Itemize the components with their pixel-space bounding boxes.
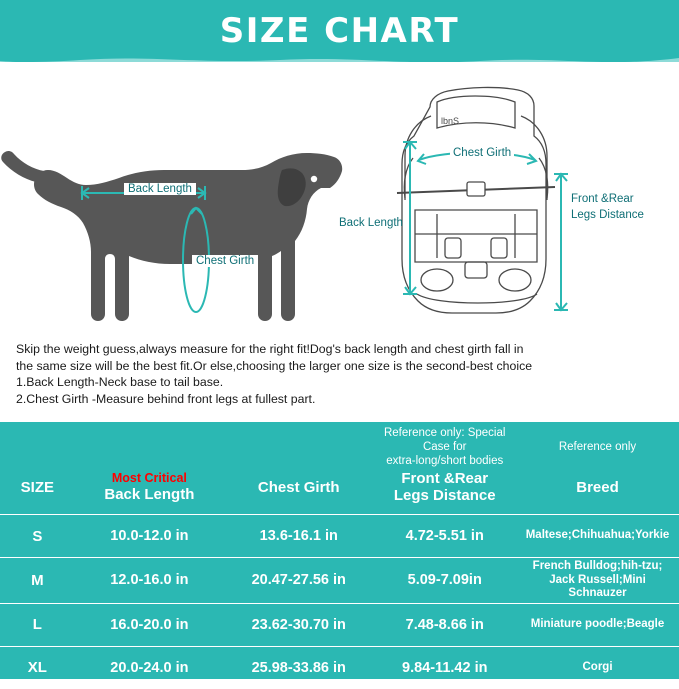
subheader-blank-3 (224, 422, 373, 468)
header-legs-line1: Front &Rear (401, 470, 489, 487)
cell-breed: Miniature poodle;Beagle (516, 603, 679, 646)
cell-size: M (0, 558, 75, 604)
cell-back-length: 10.0-12.0 in (75, 515, 224, 558)
header-banner (0, 0, 679, 62)
cell-chest-girth: 25.98-33.86 in (251, 659, 346, 676)
cell-chest-girth: 13.6-16.1 in (224, 515, 373, 558)
cell-breed: Corgi (582, 661, 613, 673)
header-back-length-text: Back Length (104, 486, 195, 503)
subheader-blank-2 (75, 422, 224, 468)
header-chest-girth: Chest Girth (224, 468, 373, 515)
dog-illustration (0, 62, 375, 337)
measurement-notes (0, 337, 679, 407)
cell-back-length: 20.0-24.0 in (110, 659, 189, 676)
table-row (0, 603, 679, 646)
header-legs-line2: Legs Distance (393, 487, 496, 504)
dog-back-length-label: Back Length (124, 183, 196, 195)
header-most-critical: Most Critical (111, 471, 187, 485)
subheader-breed-note: Reference only (558, 441, 637, 453)
dog-chest-girth-label: Chest Girth (192, 255, 258, 267)
subheader-blank-1 (0, 422, 75, 468)
cell-legs-distance: 7.48-8.66 in (373, 603, 516, 646)
table-subheader-row (0, 422, 679, 468)
carrier-illustration (339, 62, 679, 337)
carrier-back-length-label: Back Length (339, 217, 403, 229)
legs-note-line1: Reference only: Special Case for (383, 427, 506, 453)
dog-silhouette-icon (0, 62, 375, 337)
cell-size: L (0, 603, 75, 646)
table-row (0, 515, 679, 558)
legs-note-line2: extra-long/short bodies (386, 455, 504, 467)
note-line-4: 2.Chest Girth -Measure behind front legs at fullest part. (16, 391, 316, 406)
header-legs-distance (373, 468, 516, 515)
subheader-legs-note (373, 422, 516, 468)
carrier-legs-distance-label-line1: Front &Rear (571, 193, 634, 205)
carrier-legs-distance-label-line2: Legs Distance (571, 209, 644, 221)
size-table (0, 422, 679, 679)
illustration-area (0, 62, 679, 337)
cell-size: S (0, 515, 75, 558)
cell-chest-girth: 20.47-27.56 in (224, 558, 373, 604)
size-table-element (0, 422, 679, 689)
header-breed: Breed (516, 468, 679, 515)
cell-size: XL (27, 659, 47, 677)
note-line-1: Skip the weight guess,always measure for the right fit!Dog's back length and chest girth fall in (16, 342, 524, 356)
table-row (0, 646, 679, 689)
cell-back-length: 12.0-16.0 in (75, 558, 224, 604)
cell-back-length: 16.0-20.0 in (75, 603, 224, 646)
cell-breed: French Bulldog;hih-tzu; Jack Russell;Mini Schnauzer (516, 558, 679, 604)
note-line-2: the same size will be the best fit.Or else,choosing the larger one size is the second-best choice (16, 358, 533, 373)
header-back-length (75, 468, 224, 515)
header-size: SIZE (0, 468, 75, 515)
cell-chest-girth: 23.62-30.70 in (224, 603, 373, 646)
cell-breed: Maltese;Chihuahua;Yorkie (516, 515, 679, 558)
table-header-row (0, 468, 679, 515)
table-row (0, 558, 679, 604)
cell-legs-distance: 9.84-11.42 in (402, 659, 488, 676)
cell-legs-distance: 4.72-5.51 in (373, 515, 516, 558)
page-title: SIZE CHART (219, 11, 460, 51)
carrier-brand-mark: lbnS (441, 116, 460, 126)
carrier-chest-girth-label: Chest Girth (450, 147, 514, 159)
cell-legs-distance: 5.09-7.09in (373, 558, 516, 604)
carrier-legs-distance-arrow-icon (554, 174, 568, 310)
note-line-3: 1.Back Length-Neck base to tail base. (16, 375, 224, 389)
